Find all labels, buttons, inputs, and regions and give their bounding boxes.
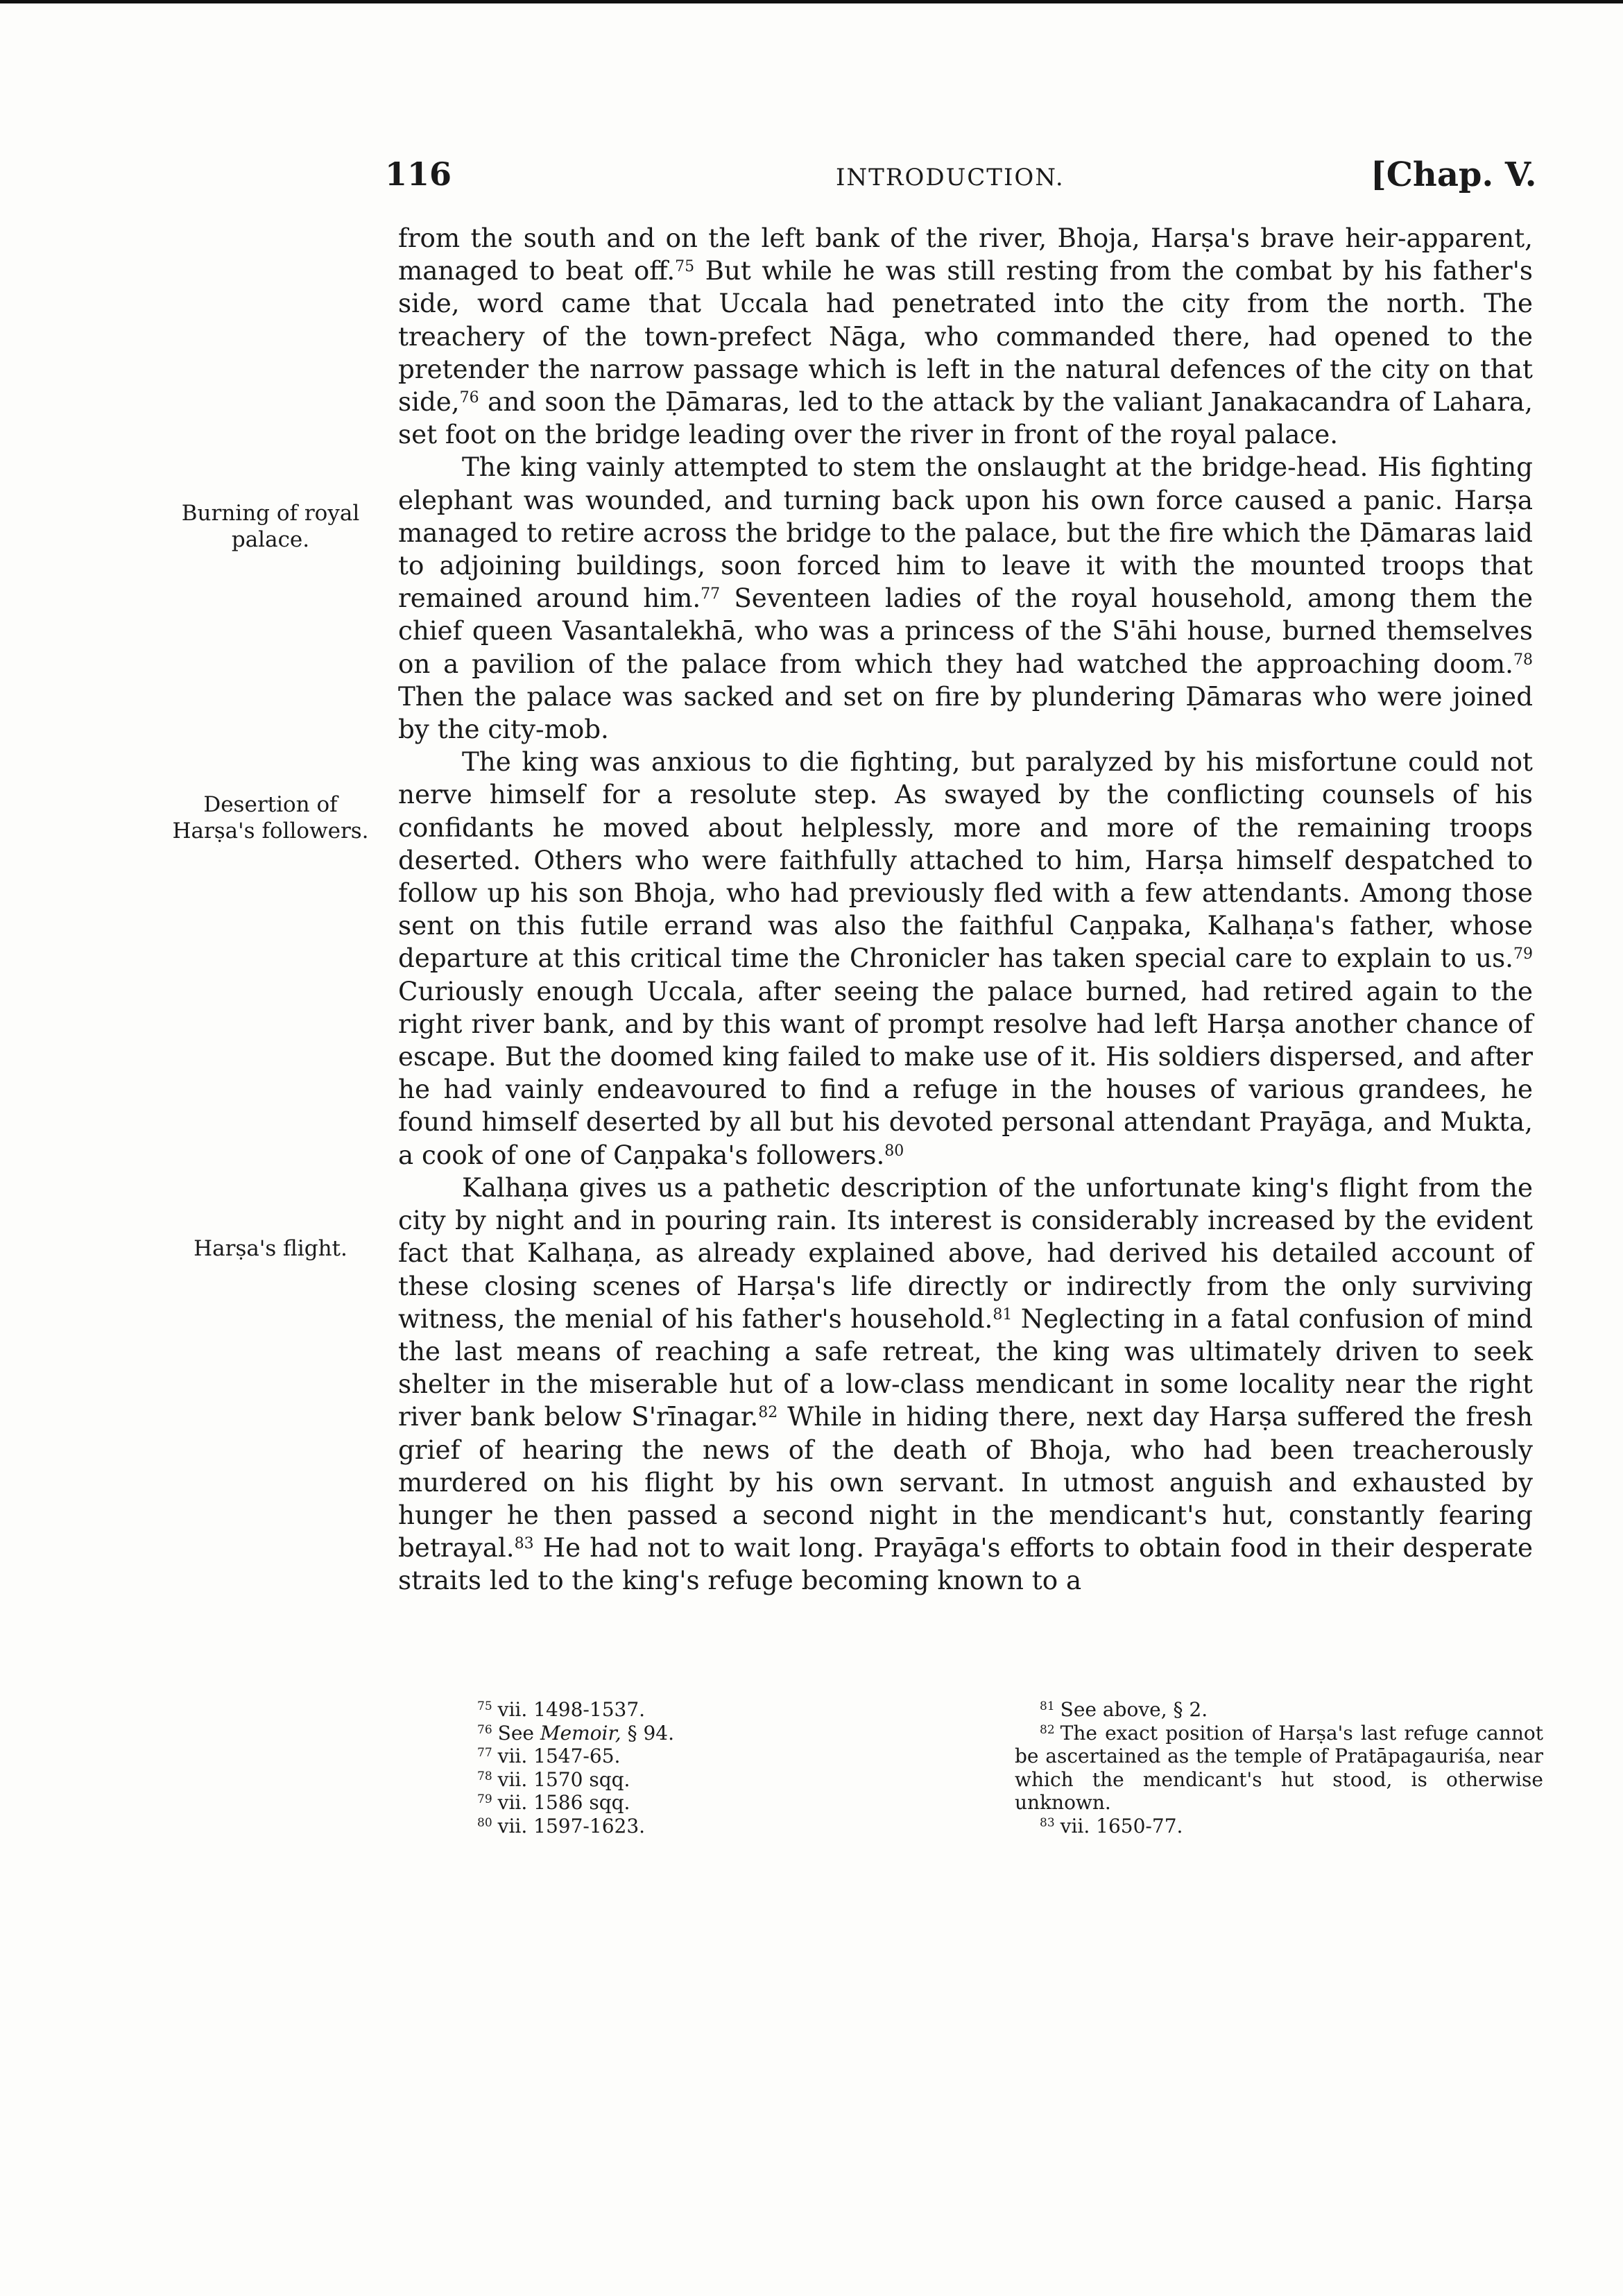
footnote-ref: 76 (477, 1722, 492, 1737)
margin-note-desertion: Desertion of Harṣa's followers. (172, 792, 369, 843)
running-title: INTRODUCTION. (836, 164, 1065, 191)
paragraph: from the south and on the left bank of the river, Bhoja, Harṣa's brave heir-apparent, managed to beat off.$^{75}$ But while he was still resting from the combat by his father's side, word came that Uccala had penetrated into the city from the north. The treachery of the town-prefect Nāga, who commanded there, had opened to the pretender the narrow passage which is left in the natural defences of the city on that side,$^{76}$ and soon the Ḍāmaras, led to the attack by the valiant Janakacandra of Lahara, set foot on the bridge leading over the river in front of the royal palace. (398, 223, 1533, 450)
paragraph: The king vainly attempted to stem the onslaught at the bridge-head. His fighting elephant was wounded, and turning back upon his own force caused a panic. Harṣa managed to retire across the bridge to the palace, but the fire which the Ḍāmaras laid to adjoining buildings, soon forced him to leave it with the mounted troops that remained around him.$^{77}$ Seventeen ladies of the royal household, among them the chief queen Vasantalekhā, who was a princess of the S'āhi house, burned themselves on a pavilion of the palace from which they had watched the approaching doom.$^{78}$ Then the palace was sacked and set on fire by plundering Ḍāmaras who were joined by the city-mob. (398, 452, 1533, 745)
footnote-ref: 83 (1040, 1815, 1055, 1830)
margin-note-burning: Burning of royal palace. (181, 501, 360, 552)
footnote-ref: 82 (758, 1404, 778, 1422)
page-number: 116 (385, 155, 452, 193)
footnote: $^{78}$ vii. 1570 sqq. (477, 1767, 630, 1791)
body-text (398, 222, 1533, 1597)
footnote-ref: 77 (477, 1746, 492, 1760)
footnote-ref: 81 (1040, 1699, 1055, 1713)
footnote-ref: 82 (1040, 1722, 1055, 1737)
running-header (0, 155, 1623, 204)
footnote-ref: 80 (884, 1142, 904, 1160)
footnotes-right (1015, 1698, 1543, 1837)
footnote: $^{83}$ vii. 1650-77. (1040, 1814, 1183, 1837)
footnote-ref: 76 (459, 389, 479, 407)
footnote: $^{75}$ vii. 1498-1537. (477, 1698, 646, 1721)
footnote: $^{79}$ vii. 1586 sqq. (477, 1791, 630, 1814)
footnote: $^{82}$ The exact position of Harṣa's last refuge cannot be ascertained as the temple of Pratāpagauriśa, near which the mendicant's hut stood, is otherwise unknown. (1015, 1721, 1543, 1814)
footnote-ref: 81 (993, 1305, 1013, 1323)
footnote-ref: 79 (477, 1792, 492, 1806)
footnote-ref: 80 (477, 1815, 492, 1830)
footnote: $^{81}$ See above, § 2. (1040, 1698, 1208, 1721)
paragraph: Kalhaṇa gives us a pathetic description of the unfortunate king's flight from the city by night and in pouring rain. Its interest is considerably increased by the evident fact that Kalhaṇa, as already explained above, had derived his detailed account of these closing scenes of Harṣa's life directly or indirectly from the only surviving witness, the menial of his father's household.$^{81}$ Neglecting in a fatal confusion of mind the last means of reaching a safe retreat, the king was ultimately driven to seek shelter in the miserable hut of a low-class mendicant in some locality near the right river bank below S'rīnagar.$^{82}$ While in hiding there, next day Harṣa suffered the fresh grief of hearing the news of the death of Bhoja, who had been treacherously murdered on his flight by his own servant. In utmost anguish and exhausted by hunger he then passed a second night in the mendicant's hut, constantly fearing betrayal.$^{83}$ He had not to wait long. Prayāga's efforts to obtain food in their desperate straits led to the king's refuge becoming known to a (398, 1172, 1533, 1596)
italic-text: Memoir, (540, 1721, 621, 1745)
footnote-ref: 77 (701, 585, 721, 603)
footnote-ref: 75 (477, 1699, 492, 1713)
footnotes-left (477, 1698, 824, 1837)
footnote: $^{76}$ See Memoir, § 94. (477, 1721, 675, 1745)
footnote-ref: 78 (477, 1769, 492, 1783)
footnote-ref: 75 (675, 258, 695, 276)
top-rule (0, 0, 1623, 3)
chapter-label: [Chap. V. (1371, 155, 1537, 194)
footnote: $^{80}$ vii. 1597-1623. (477, 1814, 646, 1837)
footnote: $^{77}$ vii. 1547-65. (477, 1745, 621, 1767)
margin-note-flight: Harṣa's flight. (194, 1236, 347, 1261)
footnote-ref: 78 (1513, 651, 1533, 669)
footnote-ref: 79 (1513, 945, 1533, 963)
paragraph: The king was anxious to die fighting, but paralyzed by his misfortune could not nerve himself for a resolute step. As swayed by the conflicting counsels of his confidants he moved about helplessly, more and more of the remaining troops deserted. Others who were faithfully attached to him, Harṣa himself despatched to follow up his son Bhoja, who had previously fled with a few attendants. Among those sent on this futile errand was also the faithful Caṇpaka, Kalhaṇa's father, whose departure at this critical time the Chronicler has taken special care to explain to us.$^{79}$ Curiously enough Uccala, after seeing the palace burned, had retired again to the right river bank, and by this want of prompt resolve had left Harṣa another chance of escape. But the doomed king failed to make use of it. His soldiers dispersed, and after he had vainly endeavoured to find a refuge in the houses of various grandees, he found himself deserted by all but his devoted personal attendant Prayāga, and Mukta, a cook of one of Caṇpaka's followers.$^{80}$ (398, 746, 1533, 1170)
footnote-ref: 83 (514, 1535, 534, 1553)
